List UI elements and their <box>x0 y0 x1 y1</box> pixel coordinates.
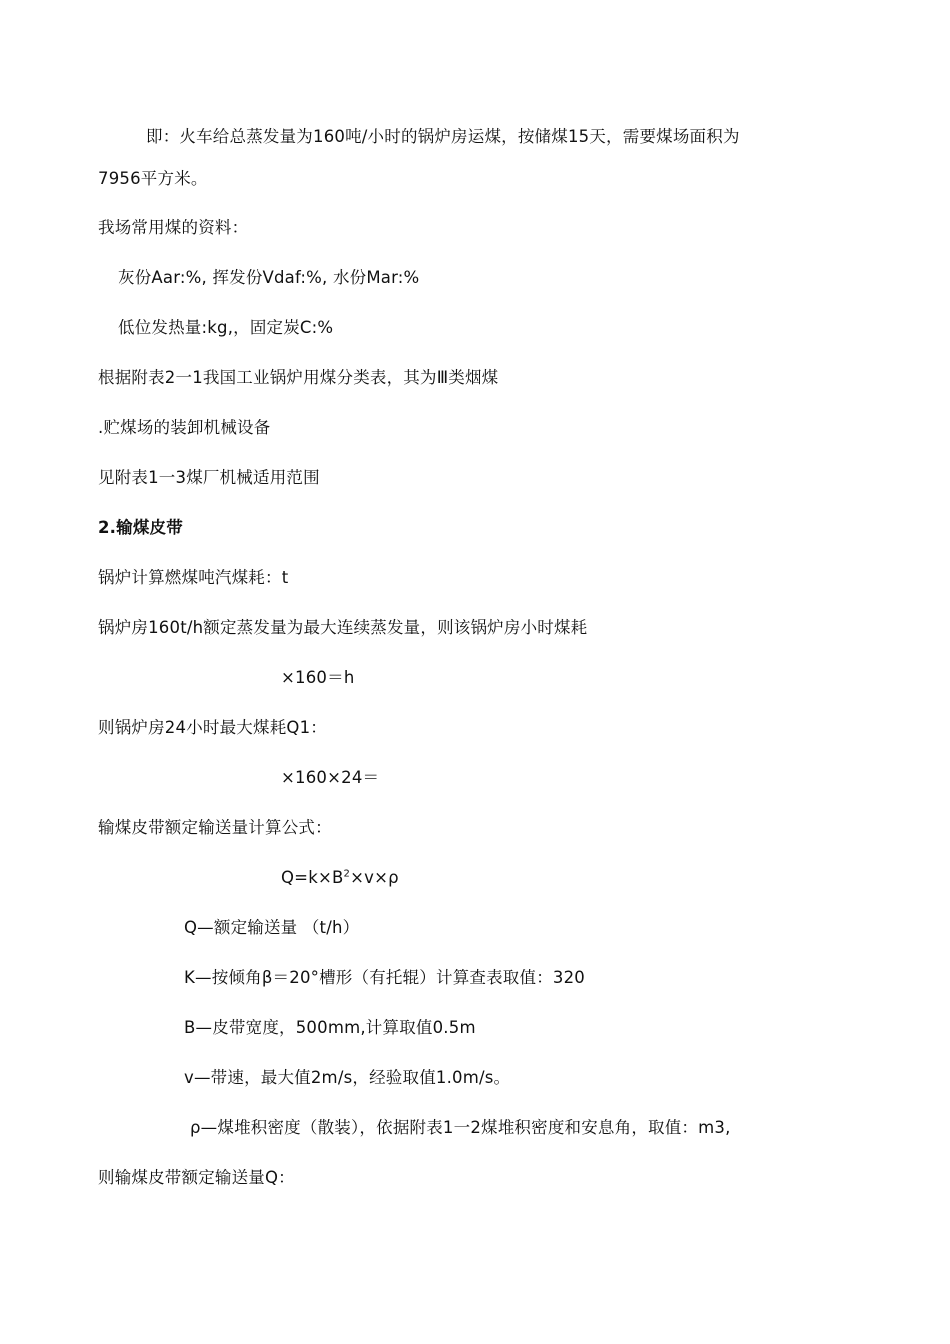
daily-max-coal-consumption-text: 则锅炉房24小时最大煤耗Q1： <box>98 718 327 737</box>
definition-q: Q—额定输送量 （t/h） <box>184 918 360 937</box>
definition-rho: ρ—煤堆积密度（散装），依据附表1一2煤堆积密度和安息角，取值：m3, <box>190 1118 731 1137</box>
formula-prefix: Q=k×B <box>281 868 344 887</box>
conveyor-capacity-formula <box>281 866 399 890</box>
formula-exponent: 2 <box>343 868 351 880</box>
definition-k: K—按倾角β＝20°槽形（有托辊）计算查表取值：320 <box>184 968 585 987</box>
definition-b: B—皮带宽度，500mm,计算取值0.5m <box>184 1018 476 1037</box>
paragraph-coal-yard-area: 即：火车给总蒸发量为160吨/小时的锅炉房运煤，按储煤15天，需要煤场面积为 <box>146 127 740 146</box>
section-heading-conveyor-belt: 2.输煤皮带 <box>98 518 183 537</box>
coal-yard-equipment-heading: .贮煤场的装卸机械设备 <box>98 418 271 437</box>
daily-max-coal-consumption-formula: ×160×24＝ <box>281 768 380 787</box>
coal-consumption-per-ton-steam: 锅炉计算燃煤吨汽煤耗：t <box>98 568 289 587</box>
definition-v: v—带速，最大值2m/s，经验取值1.0m/s。 <box>184 1068 511 1087</box>
hourly-coal-consumption-text: 锅炉房160t/h额定蒸发量为最大连续蒸发量，则该锅炉房小时煤耗 <box>98 618 588 637</box>
hourly-coal-consumption-formula: ×160＝h <box>281 668 355 687</box>
conveyor-capacity-result-intro: 则输煤皮带额定输送量Q： <box>98 1168 295 1187</box>
coal-classification: 根据附表2一1我国工业锅炉用煤分类表，其为Ⅲ类烟煤 <box>98 368 499 387</box>
coal-ash-volatile-moisture: 灰份Aar:%, 挥发份Vdaf:%, 水份Mar:% <box>118 268 420 287</box>
paragraph-coal-yard-area-continued: 7956平方米。 <box>98 169 208 188</box>
conveyor-capacity-formula-heading: 输煤皮带额定输送量计算公式： <box>98 818 332 837</box>
coal-data-heading: 我场常用煤的资料： <box>98 218 249 237</box>
formula-suffix: ×v×ρ <box>350 868 399 887</box>
coal-yard-equipment-reference: 见附表1一3煤厂机械适用范围 <box>98 468 320 487</box>
coal-heating-value-carbon: 低位发热量:kg,，固定炭C:% <box>118 318 334 337</box>
